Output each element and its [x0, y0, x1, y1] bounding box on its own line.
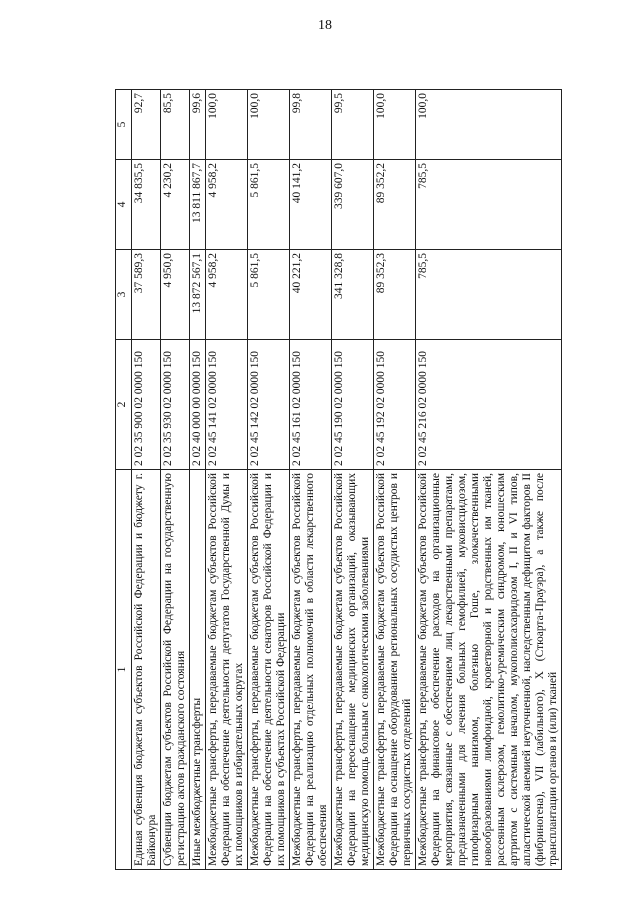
row-col5: 100,0 [206, 90, 248, 160]
row-col4: 89 352,2 [374, 160, 416, 250]
row-col4: 4 230,2 [161, 160, 190, 250]
row-col4: 40 141,2 [290, 160, 332, 250]
row-col5: 99,5 [332, 90, 374, 160]
row-col5: 99,6 [190, 90, 206, 160]
table-row [206, 90, 248, 870]
rotated-table-container [115, 90, 595, 870]
row-name: Межбюджетные трансферты, передаваемые бюджетам субъектов Российской Федерации на реализацию отдельных полномочий в области лекарственного обеспечения [290, 470, 332, 870]
row-name: Межбюджетные трансферты, передаваемые бюджетам субъектов Российской Федерации на обеспечение деятельности депутатов Государственной Думы и их помощников в избирательных округах [206, 470, 248, 870]
row-code: 2 02 45 192 02 0000 150 [374, 340, 416, 470]
column-header: 2 [116, 340, 132, 470]
row-code: 2 02 35 930 02 0000 150 [161, 340, 190, 470]
row-col5: 99,8 [290, 90, 332, 160]
row-code: 2 02 40 000 00 0000 150 [190, 340, 206, 470]
table-header-row [116, 90, 132, 870]
row-name: Субвенции бюджетам субъектов Российской Федерации на государственную регистрацию актов гражданского состояния [161, 470, 190, 870]
table-row [248, 90, 290, 870]
row-col3: 4 958,2 [206, 250, 248, 340]
row-col3: 89 352,3 [374, 250, 416, 340]
row-col4: 4 958,2 [206, 160, 248, 250]
row-col3: 5 861,5 [248, 250, 290, 340]
row-code: 2 02 45 161 02 0000 150 [290, 340, 332, 470]
row-name: Единая субвенция бюджетам субъектов Российской Федерации и бюджету г. Байконура [132, 470, 161, 870]
table-row [132, 90, 161, 870]
row-col5: 100,0 [248, 90, 290, 160]
row-col3: 4 950,0 [161, 250, 190, 340]
row-code: 2 02 45 190 02 0000 150 [332, 340, 374, 470]
row-col3: 40 221,2 [290, 250, 332, 340]
table-row [416, 90, 562, 870]
row-col5: 100,0 [374, 90, 416, 160]
budget-table [115, 89, 562, 870]
column-header: 5 [116, 90, 132, 160]
row-col4: 13 811 867,7 [190, 160, 206, 250]
row-code: 2 02 45 141 02 0000 150 [206, 340, 248, 470]
row-name: Межбюджетные трансферты, передаваемые бюджетам субъектов Российской Федерации на переоснащение медицинских организаций, оказывающих медицинскую помощь больным с онкологическими заболеваниями [332, 470, 374, 870]
row-col4: 785,5 [416, 160, 562, 250]
row-col4: 5 861,5 [248, 160, 290, 250]
table-row [332, 90, 374, 870]
row-col4: 339 607,0 [332, 160, 374, 250]
table-row [290, 90, 332, 870]
row-col4: 34 835,5 [132, 160, 161, 250]
row-col5: 85,5 [161, 90, 190, 160]
row-code: 2 02 35 900 02 0000 150 [132, 340, 161, 470]
table-row [161, 90, 190, 870]
row-name: Межбюджетные трансферты, передаваемые бюджетам субъектов Российской Федерации на оснащение оборудованием региональных сосудистых центров и первичных сосудистых отделений [374, 470, 416, 870]
page-number: 18 [318, 18, 332, 33]
row-col3: 785,5 [416, 250, 562, 340]
table-row [374, 90, 416, 870]
row-col3: 341 328,8 [332, 250, 374, 340]
row-code: 2 02 45 216 02 0000 150 [416, 340, 562, 470]
row-name: Межбюджетные трансферты, передаваемые бюджетам субъектов Российской Федерации на обеспечение деятельности сенаторов Российской Федерации и их помощников в субъектах Российской Федерации [248, 470, 290, 870]
column-header: 3 [116, 250, 132, 340]
row-name: Межбюджетные трансферты, передаваемые бюджетам субъектов Российской Федерации на финансовое обеспечение расходов на организационные мероприятия, связанные с обеспечением лиц лекарственными препаратами, предназначенными для лечения больных гемофилией, муковисцидозом, гипофизарным нанизмом, болезнью Гоше, злокачественными новообразованиями лимфоидной, кроветворной и родственных им тканей, рассеянным склерозом, гемолитико-уремическим синдромом, юношеским артритом с системным началом, мукополисахаридозом I, II и VI типов, апластической анемией неуточненной, наследственным дефицитом факторов II (фибриногена), VII (лабильного), X (Стюарта-Прауэра), а также после трансплантации органов и (или) тканей [416, 470, 562, 870]
row-col5: 100,0 [416, 90, 562, 160]
column-header: 4 [116, 160, 132, 250]
row-col5: 92,7 [132, 90, 161, 160]
row-col3: 37 589,3 [132, 250, 161, 340]
table-row [190, 90, 206, 870]
column-header: 1 [116, 470, 132, 870]
row-name: Иные межбюджетные трансферты [190, 470, 206, 870]
row-col3: 13 872 567,1 [190, 250, 206, 340]
row-code: 2 02 45 142 02 0000 150 [248, 340, 290, 470]
